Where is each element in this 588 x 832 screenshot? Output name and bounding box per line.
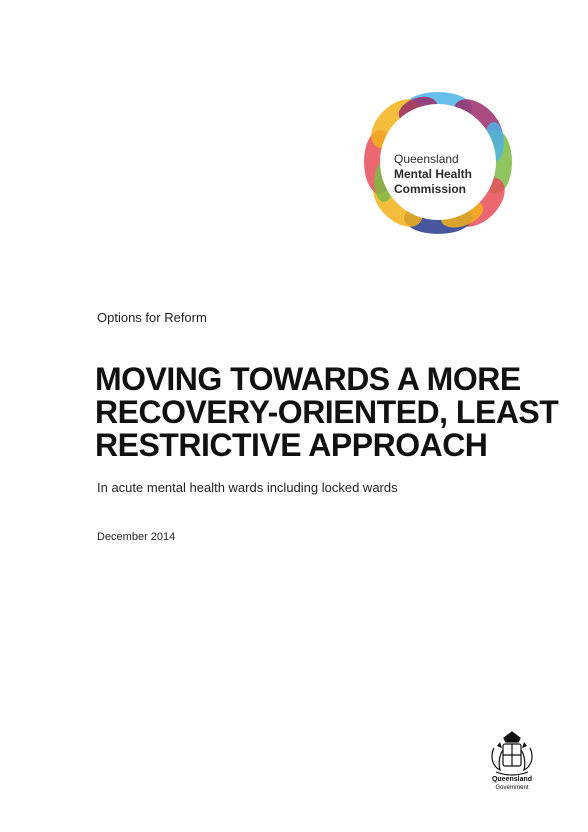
footer-logo-line-1: Queensland: [491, 776, 533, 783]
logo-line-mental-health: Mental Health: [394, 167, 473, 181]
logo-line-queensland: Queensland: [394, 152, 459, 166]
title-line-1: MOVING TOWARDS A MORE: [95, 361, 521, 397]
qmhc-logo: [358, 86, 518, 238]
publication-date: December 2014: [97, 531, 176, 543]
document-title: [95, 363, 565, 462]
footer-logo-line-2: Government: [495, 785, 529, 791]
title-line-3: RESTRICTIVE APPROACH: [95, 427, 488, 463]
document-series-label: Options for Reform: [97, 310, 207, 325]
logo-line-commission: Commission: [394, 182, 467, 196]
logo-text: [394, 152, 472, 197]
document-subtitle: In acute mental health wards including locked wards: [97, 480, 398, 495]
queensland-government-logo-text: [484, 776, 540, 792]
title-line-2: RECOVERY-ORIENTED, LEAST: [95, 394, 559, 430]
